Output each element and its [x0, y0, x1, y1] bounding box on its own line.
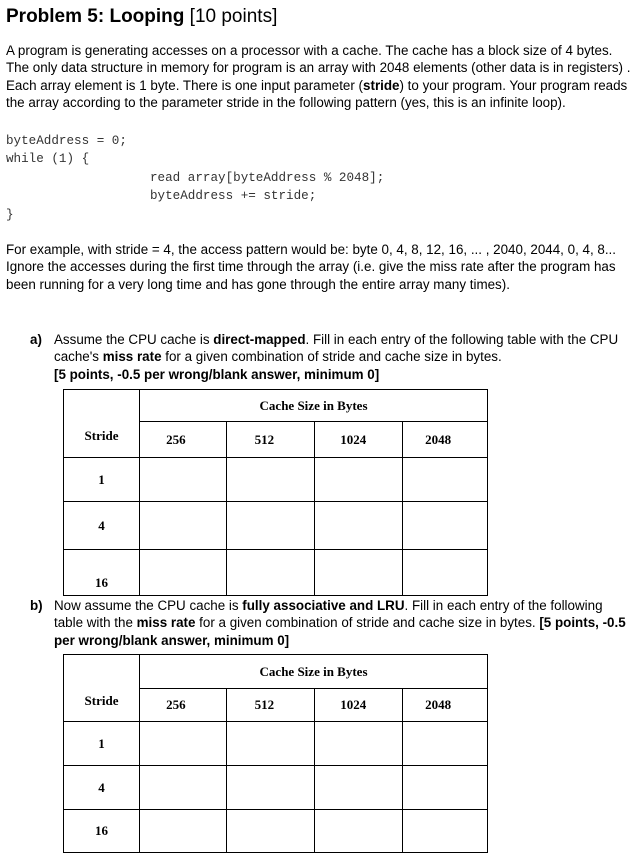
problem-title [6, 6, 277, 28]
problem-title-main: Problem 5: Looping [6, 6, 185, 27]
miss-rate-table-fully-associative [63, 654, 488, 853]
intro-bold-stride: stride [363, 77, 400, 93]
table-row [64, 722, 488, 766]
answer-cell[interactable] [140, 722, 227, 766]
answer-cell[interactable] [140, 458, 227, 502]
cache-size-header: Cache Size in Bytes [140, 655, 488, 689]
cache-size-256: 256 [140, 422, 227, 458]
part-a-text-3: for a given combination of stride and cache size in bytes. [161, 349, 502, 365]
part-b-bold-1: fully associative and LRU [242, 598, 405, 613]
table-row [64, 458, 488, 502]
part-a-text-2: . Fill in each entry of the following table with the CPU cache's [54, 332, 619, 365]
stride-header: Stride [84, 428, 119, 443]
table-header-blank [64, 390, 140, 458]
answer-cell[interactable] [315, 766, 403, 810]
intro-text-1: A program is generating accesses on a processor with a cache. The cache has a block size of 4 bytes. The only data structure in memory for program is an array with 2048 elements (other data is in registers) . Each array element is 1 byte. There is one input parameter ( [6, 43, 631, 93]
code-line-1: byteAddress = 0; [6, 134, 127, 148]
code-line-2: while (1) { [6, 152, 90, 166]
cache-size-512: 512 [226, 689, 315, 722]
part-a-bold-2: miss rate [102, 349, 162, 365]
stride-1-label: 1 [64, 722, 140, 766]
part-a-label: a) [30, 332, 42, 347]
answer-cell[interactable] [403, 722, 488, 766]
part-b-label: b) [30, 598, 43, 613]
stride-16-label: 16 [64, 810, 140, 853]
cache-size-1024: 1024 [315, 422, 403, 458]
cache-size-1024: 1024 [315, 689, 403, 722]
part-b-text-1: Now assume the CPU cache is [54, 598, 243, 613]
stride-4-label: 4 [64, 766, 140, 810]
answer-cell[interactable] [226, 458, 315, 502]
cache-size-2048: 2048 [403, 422, 488, 458]
part-a-question [30, 331, 630, 383]
part-a-points: [5 points, -0.5 per wrong/blank answer, minimum 0] [54, 366, 380, 382]
cache-size-2048: 2048 [403, 689, 488, 722]
answer-cell[interactable] [226, 810, 315, 853]
cache-size-256: 256 [140, 689, 227, 722]
problem-points: [10 points] [189, 6, 278, 27]
answer-cell[interactable] [403, 502, 488, 550]
table-row [64, 810, 488, 853]
answer-cell[interactable] [226, 550, 315, 596]
answer-cell[interactable] [140, 502, 227, 550]
part-b-text-2: . Fill in each entry of the following table with the [54, 598, 603, 631]
part-a-text-1: Assume the CPU cache is [54, 332, 214, 347]
part-b-bold-2: miss rate [136, 615, 196, 631]
table-row [64, 766, 488, 810]
answer-cell[interactable] [403, 550, 488, 596]
code-line-5: } [6, 208, 14, 222]
part-b-points: [5 points, -0.5 per wrong/blank answer, minimum 0] [54, 615, 626, 648]
table-row [64, 502, 488, 550]
stride-header: Stride [84, 693, 119, 708]
cache-size-header: Cache Size in Bytes [140, 390, 488, 422]
answer-cell[interactable] [315, 722, 403, 766]
miss-rate-table-direct-mapped [63, 389, 488, 596]
answer-cell[interactable] [315, 502, 403, 550]
answer-cell[interactable] [403, 458, 488, 502]
answer-cell[interactable] [403, 766, 488, 810]
answer-cell[interactable] [140, 766, 227, 810]
stride-16-label: 16 [64, 550, 140, 596]
part-b-text-3: for a given combination of stride and cache size in bytes. [195, 615, 540, 631]
code-line-4: byteAddress += stride; [150, 189, 317, 203]
problem-description [6, 42, 632, 112]
stride-4-label: 4 [64, 502, 140, 550]
answer-cell[interactable] [403, 810, 488, 853]
intro-text-2: ) to your program. Your program reads the array according to the parameter stride in the following pattern (yes, this is an infinite loop). [6, 77, 628, 111]
answer-cell[interactable] [315, 810, 403, 853]
answer-cell[interactable] [140, 810, 227, 853]
part-b-question [30, 597, 630, 649]
code-line-3: read array[byteAddress % 2048]; [150, 171, 385, 185]
answer-cell[interactable] [315, 550, 403, 596]
answer-cell[interactable] [226, 502, 315, 550]
answer-cell[interactable] [226, 766, 315, 810]
part-a-bold-1: direct-mapped [213, 332, 306, 347]
table-row [64, 550, 488, 596]
answer-cell[interactable] [140, 550, 227, 596]
stride-1-label: 1 [64, 458, 140, 502]
answer-cell[interactable] [226, 722, 315, 766]
example-paragraph: For example, with stride = 4, the access pattern would be: byte 0, 4, 8, 12, 16, ... , 2040, 2044, 0, 4, 8... Ignore the accesses during the first time through the array (i.e. give the miss rate after the program has been running for a very long time and has gone through the entire array many times). [6, 242, 616, 292]
cache-size-512: 512 [226, 422, 315, 458]
table-header-blank [64, 655, 140, 722]
answer-cell[interactable] [315, 458, 403, 502]
